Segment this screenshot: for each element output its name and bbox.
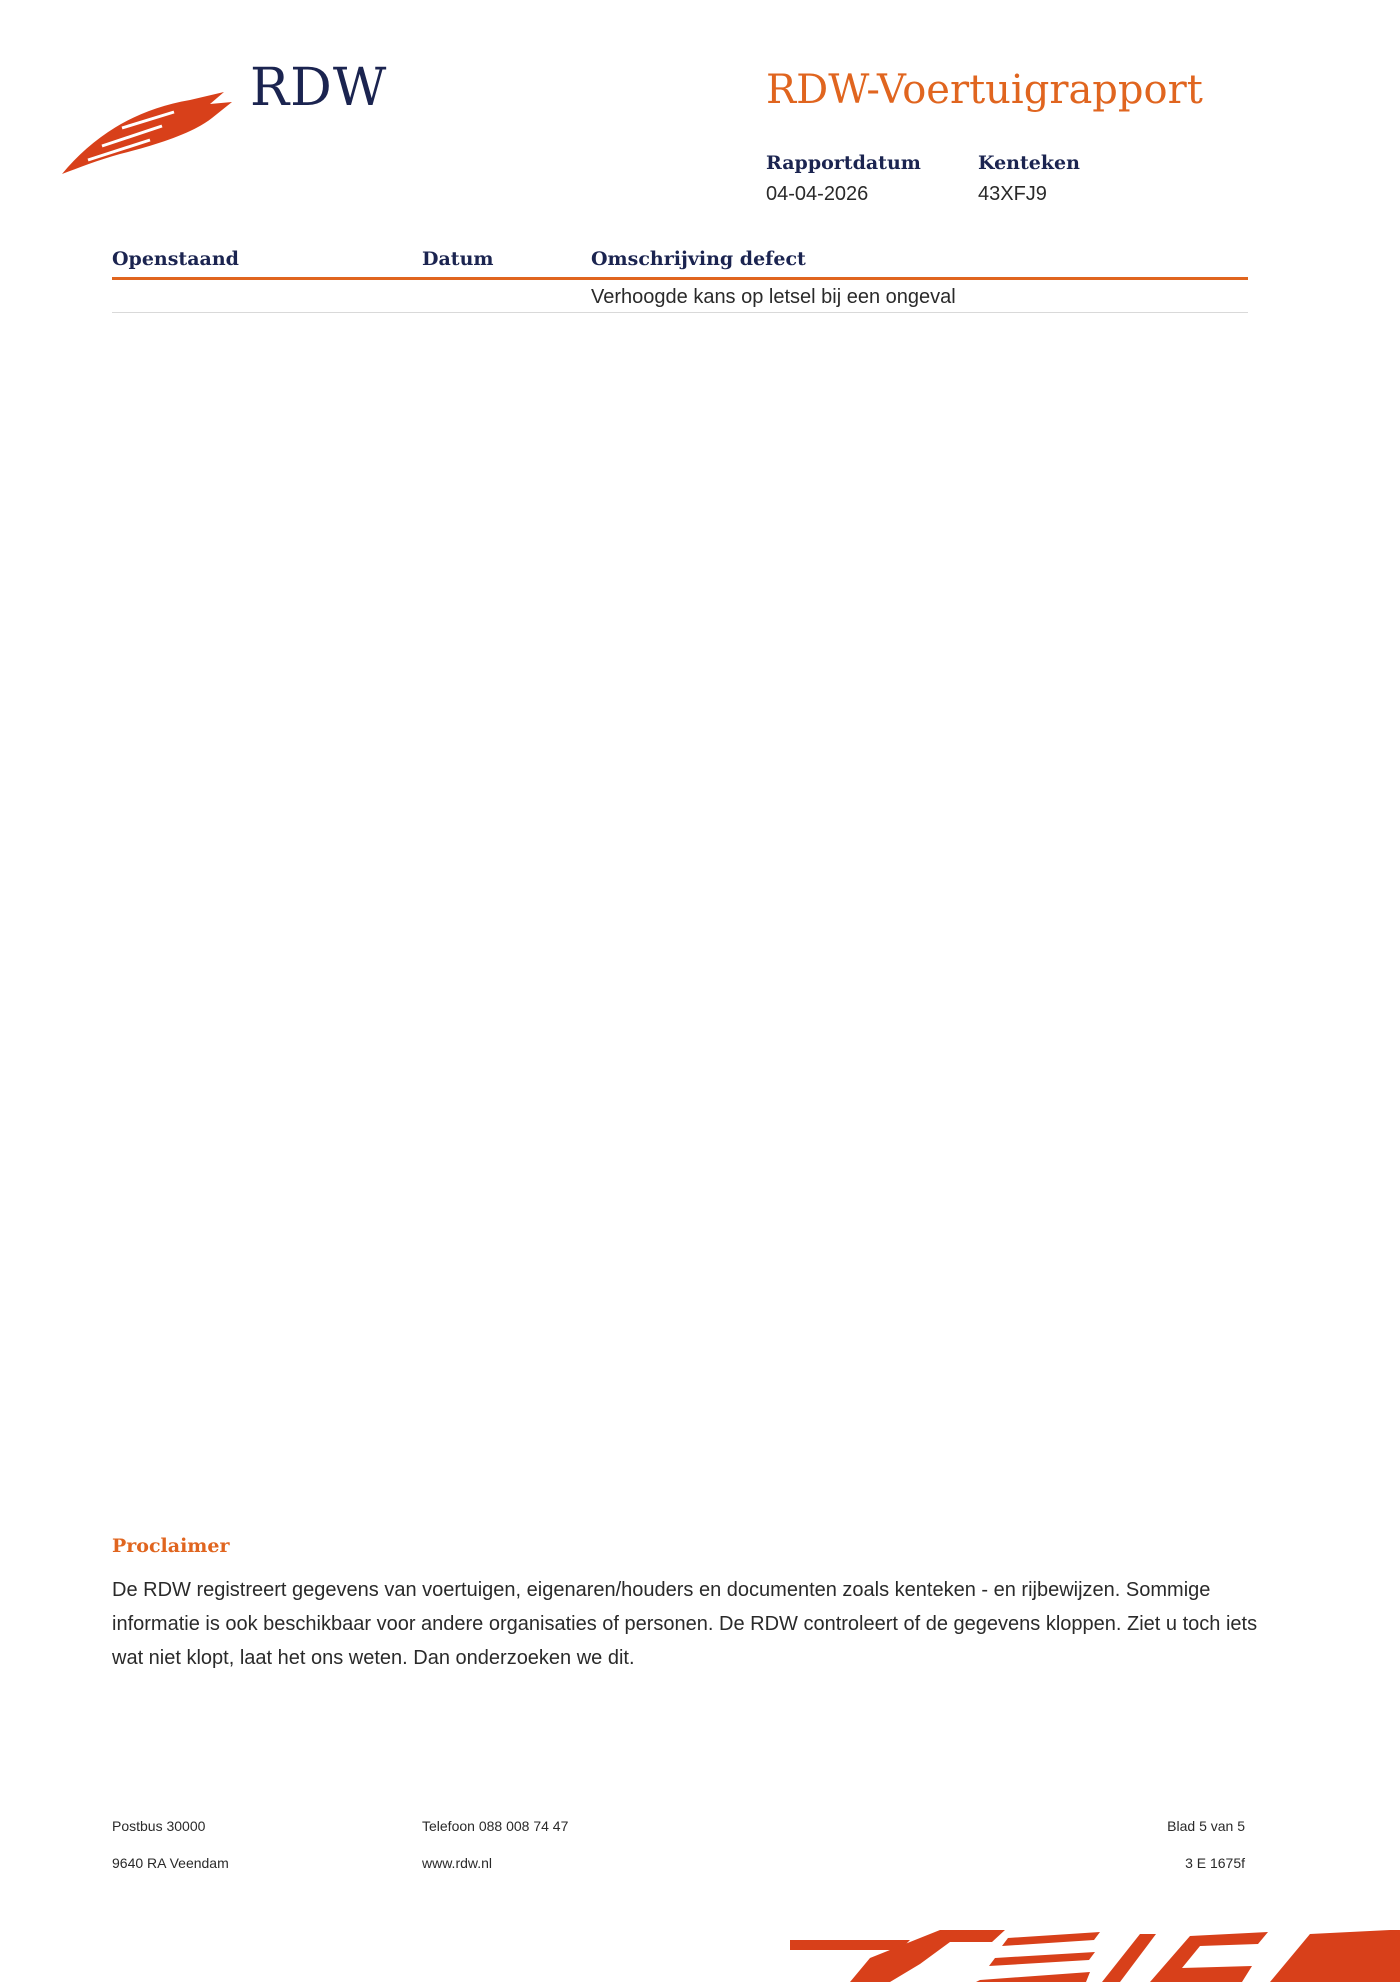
column-header-description: Omschrijving defect (591, 248, 806, 270)
plate-block (978, 152, 1080, 206)
footer-website: www.rdw.nl (422, 1855, 493, 1871)
proclaimer-title: Proclaimer (112, 1535, 230, 1557)
document-title: RDW-Voertuigrapport (766, 67, 1203, 113)
table-row (112, 280, 1248, 313)
report-date-label: Rapportdatum (766, 152, 921, 174)
cell-description: Verhoogde kans op letsel bij een ongeval (591, 286, 956, 308)
footer-page-number: Blad 5 van 5 (1167, 1818, 1245, 1834)
plate-value: 43XFJ9 (978, 183, 1047, 205)
rdw-logo-icon (62, 88, 234, 184)
logo-text: RDW (250, 58, 388, 118)
report-date-block (766, 152, 921, 206)
plate-label: Kenteken (978, 152, 1080, 174)
footer-document-code: 3 E 1675f (1185, 1855, 1245, 1871)
footer-phone: Telefoon 088 008 74 47 (422, 1818, 569, 1834)
table-header (112, 248, 1248, 280)
defects-table (112, 248, 1248, 313)
footer-address-line1: Postbus 30000 (112, 1818, 206, 1834)
footer-address-line2: 9640 RA Veendam (112, 1855, 229, 1871)
decorative-stripes-icon (790, 1922, 1400, 1982)
column-header-open: Openstaand (112, 248, 239, 270)
report-date-value: 04-04-2026 (766, 183, 869, 205)
proclaimer-text: De RDW registreert gegevens van voertuigen, eigenaren/houders en documenten zoals kenteken - en rijbewijzen. Sommige informatie is ook beschikbaar voor andere organisaties of personen. De RDW controleert of de gegevens kloppen. Ziet u toch iets wat niet klopt, laat het ons weten. Dan onderzoeken we dit. (112, 1579, 1258, 1669)
column-header-date: Datum (422, 248, 494, 270)
